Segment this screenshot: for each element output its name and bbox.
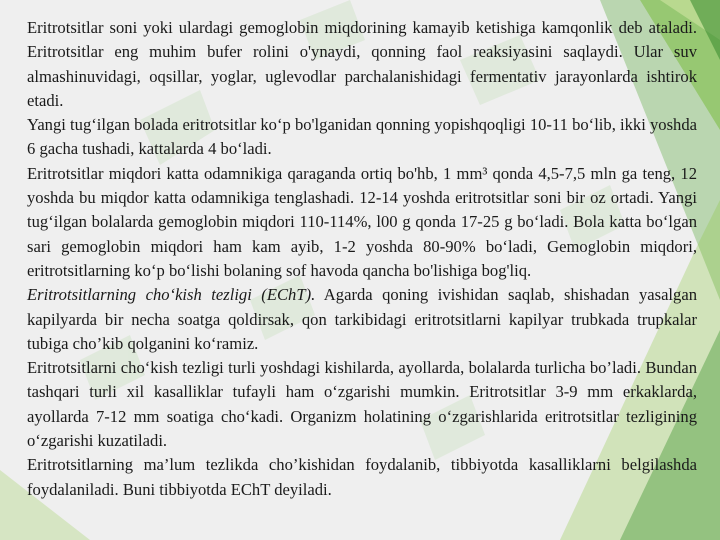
paragraph-4: [27, 283, 697, 356]
paragraph-6: Eritrotsitlarning ma’lum tezlikda cho’kishidan foydalanib, tibbiyotda kasalliklarni belgilashda foydalaniladi. Buni tibbiyotda EChT deyiladi.: [27, 455, 697, 499]
paragraph-1: Eritrotsitlar soni yoki ulardagi gemoglobin miqdorining kamayib ketishiga kamqonlik deb ataladi. Eritrotsitlar eng muhim bufer rolini o'ynaydi, qonning faol reaksiyasini saqlaydi. Ular suv almashinuvidagi, oqsillar, yoglar, uglevodlar parchalanishidagi fermentativ jarayonlarda ishtirok etadi.: [27, 18, 697, 110]
paragraph-5: Eritrotsitlarni cho‘kish tezligi turli yoshdagi kishilarda, ayollarda, bolalarda turlicha bo’ladi. Bundan tashqari turli xil kasalliklar tufayli ham o‘zgarishi mumkin. Eritrotsitlar 3-9 mm erkaklarda, ayollarda 7-12 mm soatiga cho‘kadi. Organizm holatining o‘zgarishlarida eritrotsitlar tezligining o‘zgarishi kuzatiladi.: [27, 358, 697, 451]
text-body: [27, 16, 697, 502]
paragraph-4-italic-lead: Eritrotsitlarning cho‘kish tezligi (EChT).: [27, 285, 316, 305]
paragraph-3: Eritrotsitlar miqdori katta odamnikiga qaraganda ortiq bo'hb, 1 mm³ qonda 4,5-7,5 mln ga teng, 12 yoshda bu miqdor katta odamnikiga tenglashadi. 12-14 yoshda eritrotsitlar soni bir oz ortadi. Yangi tug‘ilgan bolalarda gemoglobin miqdori 110-114%, l00 g qonda 17-25 g bo‘ladi. Bola katta bo‘lgan sari gemoglobin miqdori ham kam ayib, 1-2 yoshda 80-90% bo‘ladi, Gemoglobin miqdori, eritrotsitlarning ko‘p bo‘lishi bolaning sof havoda qancha bo'lishiga bog'liq.: [27, 163, 697, 280]
paragraph-4-text: Agarda qoning ivishidan saqlab, shishadan yasalgan kapilyarda bir necha soatga qoldirsak, qon tarkibidagi eritrotsitlarni kapilyar trubkada trupkalar tubiga cho’kib qolganini ko‘ramiz.: [27, 285, 697, 353]
paragraph-2: Yangi tug‘ilgan bolada eritrotsitlar ko‘p bo'lganidan qonning yopishqoqligi 10-11 bo‘lib, ikki yoshda 6 gacha tushadi, kattalarda 4 bo‘ladi.: [27, 115, 697, 159]
